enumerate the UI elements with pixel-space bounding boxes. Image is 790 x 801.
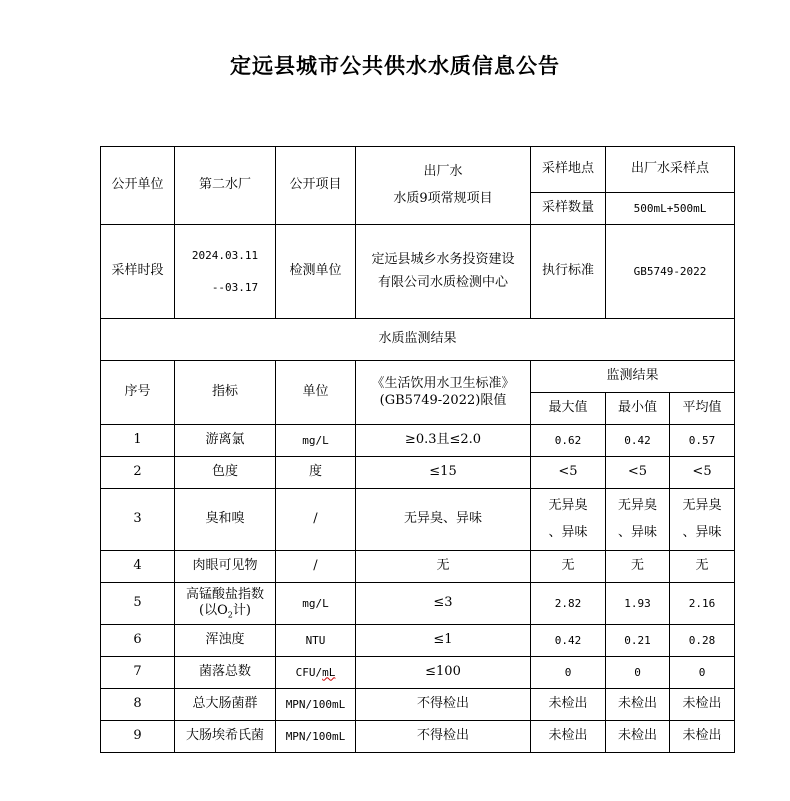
row-limit: ≤15: [356, 457, 531, 489]
row-avg: [670, 489, 735, 551]
table-row: [101, 425, 735, 457]
row-indicator: 总大肠菌群: [175, 689, 276, 721]
row-unit: NTU: [276, 625, 356, 657]
project-label: 公开项目: [276, 147, 356, 225]
row-min: 0.21: [606, 625, 670, 657]
lab-line1: 定远县城乡水务投资建设: [371, 252, 515, 268]
project-line1: 出厂水: [423, 164, 463, 180]
row-avg-line1: 无异臭: [682, 498, 722, 514]
row-max: 2.82: [531, 583, 606, 625]
time-line1: 2024.03.11: [191, 248, 259, 262]
col-no: 序号: [101, 361, 175, 425]
row-max: 0.42: [531, 625, 606, 657]
row-avg: 未检出: [670, 689, 735, 721]
table-row: [101, 721, 735, 753]
col-limit-line2: (GB5749-2022)限值: [379, 392, 507, 408]
row-limit: ≤100: [356, 657, 531, 689]
time-label: 采样时段: [101, 225, 175, 319]
row-limit: 不得检出: [356, 721, 531, 753]
sample-qty-value: 500mL+500mL: [606, 193, 735, 225]
unit-label: 公开单位: [101, 147, 175, 225]
col-limit-line1: 《生活饮用水卫生标准》: [371, 376, 515, 392]
table-row: [101, 457, 735, 489]
table-row: [101, 689, 735, 721]
row-unit: 度: [276, 457, 356, 489]
time-value: [175, 225, 276, 319]
row-indicator: 大肠埃希氏菌: [175, 721, 276, 753]
col-indicator: 指标: [175, 361, 276, 425]
row-no: 4: [101, 551, 175, 583]
col-max: 最大值: [531, 393, 606, 425]
row-limit: 无异臭、异味: [356, 489, 531, 551]
project-value: [356, 147, 531, 225]
row-min: 0.42: [606, 425, 670, 457]
row-unit: CFU/mL: [276, 657, 356, 689]
row-min: [606, 489, 670, 551]
row-max: [531, 489, 606, 551]
lab-label: 检测单位: [276, 225, 356, 319]
row-no: 6: [101, 625, 175, 657]
row-indicator: [175, 583, 276, 625]
row-limit: ≤1: [356, 625, 531, 657]
row-min: 未检出: [606, 689, 670, 721]
row-indicator-line1: 高锰酸盐指数: [185, 586, 264, 602]
row-indicator: 浑浊度: [175, 625, 276, 657]
row-unit: MPN/100mL: [276, 721, 356, 753]
col-limit: [356, 361, 531, 425]
row-avg: 无: [670, 551, 735, 583]
row-indicator-line2: (以$O_2$计): [199, 602, 251, 620]
row-max: 无: [531, 551, 606, 583]
row-max-line1: 无异臭: [548, 498, 588, 514]
row-min-line2: 、异味: [617, 524, 657, 540]
time-line2: --03.17: [211, 280, 259, 294]
row-max: 0: [531, 657, 606, 689]
row-min: 0: [606, 657, 670, 689]
lab-line2: 有限公司水质检测中心: [377, 274, 508, 290]
col-result: 监测结果: [531, 361, 735, 393]
row-no: 5: [101, 583, 175, 625]
table-row: [101, 657, 735, 689]
page-title: 定远县城市公共供水水质信息公告: [230, 53, 560, 78]
row-unit: mg/L: [276, 583, 356, 625]
table-row: [101, 625, 735, 657]
lab-value: [356, 225, 531, 319]
col-avg: 平均值: [670, 393, 735, 425]
row-avg: 0: [670, 657, 735, 689]
row-no: 7: [101, 657, 175, 689]
row-avg: <5: [670, 457, 735, 489]
col-min: 最小值: [606, 393, 670, 425]
row-unit: mg/L: [276, 425, 356, 457]
row-indicator: 肉眼可见物: [175, 551, 276, 583]
col-unit: 单位: [276, 361, 356, 425]
sample-site-label: 采样地点: [531, 147, 606, 193]
row-avg: 2.16: [670, 583, 735, 625]
sample-qty-label: 采样数量: [531, 193, 606, 225]
row-avg: 0.28: [670, 625, 735, 657]
table-row: [101, 489, 735, 551]
row-limit: 不得检出: [356, 689, 531, 721]
table-row: [101, 583, 735, 625]
row-max: 未检出: [531, 689, 606, 721]
row-unit: /: [276, 551, 356, 583]
sample-site-value: 出厂水采样点: [606, 147, 735, 193]
row-no: 3: [101, 489, 175, 551]
row-min: 未检出: [606, 721, 670, 753]
standard-value: GB5749-2022: [606, 225, 735, 319]
row-avg-line2: 、异味: [682, 524, 722, 540]
row-min: 1.93: [606, 583, 670, 625]
row-indicator: 臭和嗅: [175, 489, 276, 551]
row-max-line2: 、异味: [548, 524, 588, 540]
row-unit: MPN/100mL: [276, 689, 356, 721]
row-max: 0.62: [531, 425, 606, 457]
water-quality-table: [100, 146, 735, 753]
row-avg: 0.57: [670, 425, 735, 457]
row-indicator: 色度: [175, 457, 276, 489]
section-title: 水质监测结果: [101, 319, 735, 361]
row-unit: /: [276, 489, 356, 551]
row-no: 9: [101, 721, 175, 753]
row-no: 8: [101, 689, 175, 721]
row-limit: ≤3: [356, 583, 531, 625]
row-avg: 未检出: [670, 721, 735, 753]
project-line2: 水质9项常规项目: [393, 190, 493, 206]
row-min: 无: [606, 551, 670, 583]
row-no: 1: [101, 425, 175, 457]
table-row: [101, 551, 735, 583]
unit-value: 第二水厂: [175, 147, 276, 225]
row-max: 未检出: [531, 721, 606, 753]
row-indicator: 游离氯: [175, 425, 276, 457]
row-max: <5: [531, 457, 606, 489]
row-min: <5: [606, 457, 670, 489]
row-indicator: 菌落总数: [175, 657, 276, 689]
row-limit: ≥0.3且≤2.0: [356, 425, 531, 457]
row-limit: 无: [356, 551, 531, 583]
row-no: 2: [101, 457, 175, 489]
standard-label: 执行标准: [531, 225, 606, 319]
row-min-line1: 无异臭: [617, 498, 657, 514]
